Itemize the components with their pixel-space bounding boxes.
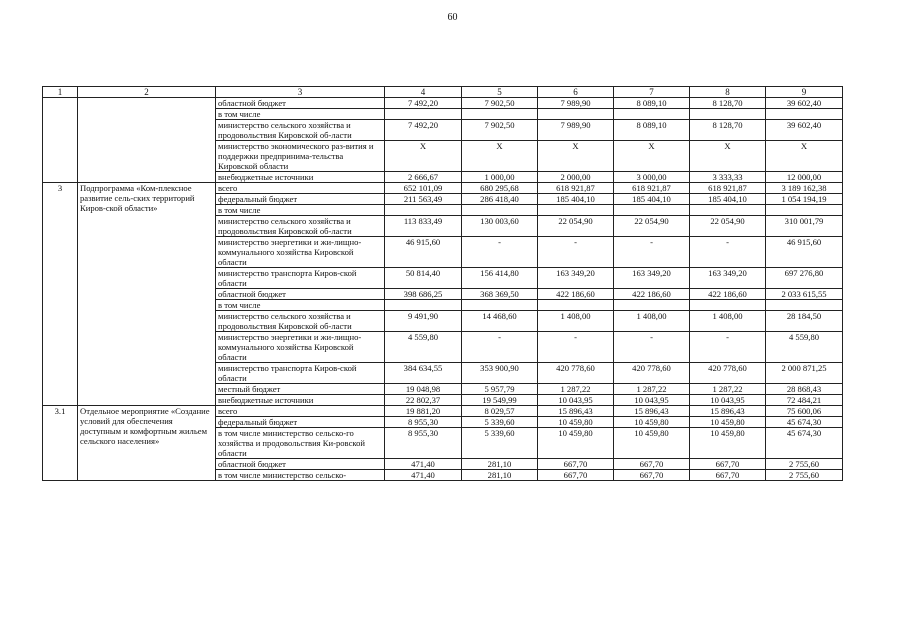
amount-cell: 211 563,49 bbox=[385, 194, 462, 205]
amount-cell: 10 459,80 bbox=[614, 417, 690, 428]
amount-cell: 310 001,79 bbox=[766, 216, 843, 237]
amount-cell bbox=[462, 205, 538, 216]
funding-source-cell: областной бюджет bbox=[216, 459, 385, 470]
amount-cell: 2 755,60 bbox=[766, 459, 843, 470]
amount-cell: 46 915,60 bbox=[385, 237, 462, 268]
amount-cell: 163 349,20 bbox=[614, 268, 690, 289]
amount-cell: Х bbox=[538, 141, 614, 172]
amount-cell: - bbox=[690, 237, 766, 268]
amount-cell: 1 408,00 bbox=[538, 311, 614, 332]
row-number-cell bbox=[43, 98, 78, 183]
row-number-cell: 3.1 bbox=[43, 406, 78, 481]
amount-cell: 4 559,80 bbox=[385, 332, 462, 363]
amount-cell: 3 000,00 bbox=[614, 172, 690, 183]
amount-cell: Х bbox=[462, 141, 538, 172]
funding-source-cell: в том числе министерство сельско-го хозяйства и продовольствия Ки-ровской области bbox=[216, 428, 385, 459]
funding-source-cell: министерство экономического раз-вития и поддержки предпринима-тельства Кировской области bbox=[216, 141, 385, 172]
amount-cell: 7 902,50 bbox=[462, 120, 538, 141]
amount-cell: 15 896,43 bbox=[538, 406, 614, 417]
amount-cell bbox=[614, 205, 690, 216]
amount-cell bbox=[385, 205, 462, 216]
amount-cell: 163 349,20 bbox=[690, 268, 766, 289]
funding-source-cell: внебюджетные источники bbox=[216, 395, 385, 406]
amount-cell bbox=[766, 109, 843, 120]
funding-source-cell: министерство сельского хозяйства и продовольствия Кировской об-ласти bbox=[216, 311, 385, 332]
amount-cell: 3 333,33 bbox=[690, 172, 766, 183]
funding-source-cell: в том числе bbox=[216, 300, 385, 311]
column-header: 2 bbox=[78, 87, 216, 98]
amount-cell: 697 276,80 bbox=[766, 268, 843, 289]
amount-cell: 2 000,00 bbox=[538, 172, 614, 183]
amount-cell: 281,10 bbox=[462, 459, 538, 470]
amount-cell: 7 492,20 bbox=[385, 120, 462, 141]
amount-cell: 2 033 615,55 bbox=[766, 289, 843, 300]
amount-cell: - bbox=[614, 332, 690, 363]
amount-cell: 15 896,43 bbox=[690, 406, 766, 417]
row-number-cell: 3 bbox=[43, 183, 78, 406]
funding-source-cell: министерство сельского хозяйства и продовольствия Кировской об-ласти bbox=[216, 120, 385, 141]
amount-cell: 22 054,90 bbox=[614, 216, 690, 237]
table-header-row bbox=[43, 87, 843, 98]
amount-cell: 420 778,60 bbox=[538, 363, 614, 384]
column-header: 1 bbox=[43, 87, 78, 98]
amount-cell: 286 418,40 bbox=[462, 194, 538, 205]
amount-cell: 422 186,60 bbox=[614, 289, 690, 300]
program-name-cell: Подпрограмма «Ком-плексное развитие сель-ских территорий Киров-ской области» bbox=[78, 183, 216, 406]
amount-cell bbox=[538, 109, 614, 120]
amount-cell: 19 549,99 bbox=[462, 395, 538, 406]
funding-source-cell: министерство энергетики и жи-лищно-коммунального хозяйства Кировской области bbox=[216, 237, 385, 268]
funding-source-cell: в том числе министерство сельско- bbox=[216, 470, 385, 481]
amount-cell bbox=[462, 109, 538, 120]
amount-cell: 384 634,55 bbox=[385, 363, 462, 384]
amount-cell: 28 184,50 bbox=[766, 311, 843, 332]
amount-cell: 22 054,90 bbox=[690, 216, 766, 237]
amount-cell: 2 666,67 bbox=[385, 172, 462, 183]
amount-cell bbox=[385, 109, 462, 120]
amount-cell: 163 349,20 bbox=[538, 268, 614, 289]
amount-cell: 1 408,00 bbox=[690, 311, 766, 332]
amount-cell: 45 674,30 bbox=[766, 417, 843, 428]
table-row bbox=[43, 406, 843, 417]
amount-cell: 39 602,40 bbox=[766, 120, 843, 141]
amount-cell: Х bbox=[766, 141, 843, 172]
amount-cell: 667,70 bbox=[614, 459, 690, 470]
amount-cell: 22 054,90 bbox=[538, 216, 614, 237]
amount-cell: 75 600,06 bbox=[766, 406, 843, 417]
funding-source-cell: в том числе bbox=[216, 205, 385, 216]
amount-cell bbox=[690, 205, 766, 216]
column-header: 5 bbox=[462, 87, 538, 98]
amount-cell bbox=[385, 300, 462, 311]
column-header: 9 bbox=[766, 87, 843, 98]
funding-source-cell: министерство сельского хозяйства и продовольствия Кировской об-ласти bbox=[216, 216, 385, 237]
amount-cell: 5 957,79 bbox=[462, 384, 538, 395]
amount-cell bbox=[538, 205, 614, 216]
amount-cell: 45 674,30 bbox=[766, 428, 843, 459]
funding-source-cell: областной бюджет bbox=[216, 289, 385, 300]
amount-cell: 10 459,80 bbox=[614, 428, 690, 459]
table-row bbox=[43, 98, 843, 109]
amount-cell: - bbox=[614, 237, 690, 268]
amount-cell: 368 369,50 bbox=[462, 289, 538, 300]
amount-cell: Х bbox=[690, 141, 766, 172]
amount-cell: - bbox=[462, 332, 538, 363]
amount-cell: 353 900,90 bbox=[462, 363, 538, 384]
amount-cell: 667,70 bbox=[690, 470, 766, 481]
amount-cell bbox=[614, 300, 690, 311]
funding-source-cell: министерство энергетики и жи-лищно-коммунального хозяйства Кировской области bbox=[216, 332, 385, 363]
amount-cell bbox=[766, 205, 843, 216]
amount-cell: 185 404,10 bbox=[538, 194, 614, 205]
amount-cell: - bbox=[462, 237, 538, 268]
amount-cell: 8 029,57 bbox=[462, 406, 538, 417]
amount-cell: - bbox=[538, 332, 614, 363]
amount-cell: 156 414,80 bbox=[462, 268, 538, 289]
amount-cell: 420 778,60 bbox=[690, 363, 766, 384]
amount-cell bbox=[462, 300, 538, 311]
funding-source-cell: всего bbox=[216, 406, 385, 417]
column-header: 6 bbox=[538, 87, 614, 98]
amount-cell: 10 459,80 bbox=[690, 417, 766, 428]
funding-source-cell: областной бюджет bbox=[216, 98, 385, 109]
amount-cell: 8 955,30 bbox=[385, 428, 462, 459]
amount-cell: 281,10 bbox=[462, 470, 538, 481]
amount-cell: 4 559,80 bbox=[766, 332, 843, 363]
amount-cell: 618 921,87 bbox=[614, 183, 690, 194]
amount-cell: 15 896,43 bbox=[614, 406, 690, 417]
amount-cell: 1 000,00 bbox=[462, 172, 538, 183]
amount-cell: 420 778,60 bbox=[614, 363, 690, 384]
amount-cell: 10 459,80 bbox=[538, 428, 614, 459]
amount-cell: 398 686,25 bbox=[385, 289, 462, 300]
amount-cell: 2 755,60 bbox=[766, 470, 843, 481]
amount-cell: 19 881,20 bbox=[385, 406, 462, 417]
amount-cell: 10 043,95 bbox=[690, 395, 766, 406]
amount-cell: 10 043,95 bbox=[538, 395, 614, 406]
amount-cell bbox=[614, 109, 690, 120]
amount-cell: 185 404,10 bbox=[690, 194, 766, 205]
amount-cell: 1 287,22 bbox=[690, 384, 766, 395]
amount-cell: 422 186,60 bbox=[538, 289, 614, 300]
amount-cell: 471,40 bbox=[385, 459, 462, 470]
amount-cell bbox=[538, 300, 614, 311]
amount-cell: 10 043,95 bbox=[614, 395, 690, 406]
amount-cell: 1 287,22 bbox=[538, 384, 614, 395]
funding-source-cell: всего bbox=[216, 183, 385, 194]
amount-cell: 1 408,00 bbox=[614, 311, 690, 332]
amount-cell: 7 902,50 bbox=[462, 98, 538, 109]
column-header: 8 bbox=[690, 87, 766, 98]
amount-cell: 1 287,22 bbox=[614, 384, 690, 395]
amount-cell: 8 128,70 bbox=[690, 98, 766, 109]
amount-cell bbox=[690, 109, 766, 120]
funding-source-cell: федеральный бюджет bbox=[216, 194, 385, 205]
amount-cell: 10 459,80 bbox=[690, 428, 766, 459]
amount-cell: 7 492,20 bbox=[385, 98, 462, 109]
amount-cell: 5 339,60 bbox=[462, 428, 538, 459]
amount-cell: 130 003,60 bbox=[462, 216, 538, 237]
funding-source-cell: в том числе bbox=[216, 109, 385, 120]
amount-cell: 652 101,09 bbox=[385, 183, 462, 194]
amount-cell: 7 989,90 bbox=[538, 98, 614, 109]
amount-cell: 14 468,60 bbox=[462, 311, 538, 332]
amount-cell: 72 484,21 bbox=[766, 395, 843, 406]
amount-cell: 50 814,40 bbox=[385, 268, 462, 289]
amount-cell: 5 339,60 bbox=[462, 417, 538, 428]
program-name-cell: Отдельное мероприятие «Создание условий для обеспечения доступным и комфортным жильем сельского населения» bbox=[78, 406, 216, 481]
amount-cell: 46 915,60 bbox=[766, 237, 843, 268]
amount-cell: 39 602,40 bbox=[766, 98, 843, 109]
amount-cell: 680 295,68 bbox=[462, 183, 538, 194]
amount-cell: 667,70 bbox=[538, 459, 614, 470]
column-header: 7 bbox=[614, 87, 690, 98]
amount-cell: 12 000,00 bbox=[766, 172, 843, 183]
column-header: 4 bbox=[385, 87, 462, 98]
funding-source-cell: местный бюджет bbox=[216, 384, 385, 395]
amount-cell: 667,70 bbox=[538, 470, 614, 481]
amount-cell: 667,70 bbox=[690, 459, 766, 470]
amount-cell: 8 128,70 bbox=[690, 120, 766, 141]
amount-cell: 8 089,10 bbox=[614, 98, 690, 109]
amount-cell: - bbox=[538, 237, 614, 268]
amount-cell: 9 491,90 bbox=[385, 311, 462, 332]
column-header: 3 bbox=[216, 87, 385, 98]
budget-table bbox=[42, 86, 843, 481]
funding-source-cell: министерство транспорта Киров-ской области bbox=[216, 268, 385, 289]
amount-cell: 3 189 162,38 bbox=[766, 183, 843, 194]
funding-source-cell: федеральный бюджет bbox=[216, 417, 385, 428]
amount-cell: 2 000 871,25 bbox=[766, 363, 843, 384]
funding-source-cell: министерство транспорта Киров-ской области bbox=[216, 363, 385, 384]
amount-cell: 7 989,90 bbox=[538, 120, 614, 141]
amount-cell: 28 868,43 bbox=[766, 384, 843, 395]
amount-cell: 618 921,87 bbox=[690, 183, 766, 194]
amount-cell: 8 089,10 bbox=[614, 120, 690, 141]
table-row bbox=[43, 183, 843, 194]
amount-cell: 422 186,60 bbox=[690, 289, 766, 300]
amount-cell: 10 459,80 bbox=[538, 417, 614, 428]
amount-cell: 471,40 bbox=[385, 470, 462, 481]
program-name-cell bbox=[78, 98, 216, 183]
amount-cell: 667,70 bbox=[614, 470, 690, 481]
amount-cell: 19 048,98 bbox=[385, 384, 462, 395]
amount-cell: 1 054 194,19 bbox=[766, 194, 843, 205]
funding-source-cell: внебюджетные источники bbox=[216, 172, 385, 183]
page-number: 60 bbox=[447, 12, 458, 23]
amount-cell: 113 833,49 bbox=[385, 216, 462, 237]
amount-cell: 22 802,37 bbox=[385, 395, 462, 406]
amount-cell: 618 921,87 bbox=[538, 183, 614, 194]
amount-cell: Х bbox=[614, 141, 690, 172]
amount-cell: - bbox=[690, 332, 766, 363]
amount-cell bbox=[690, 300, 766, 311]
amount-cell: Х bbox=[385, 141, 462, 172]
amount-cell: 8 955,30 bbox=[385, 417, 462, 428]
amount-cell bbox=[766, 300, 843, 311]
amount-cell: 185 404,10 bbox=[614, 194, 690, 205]
